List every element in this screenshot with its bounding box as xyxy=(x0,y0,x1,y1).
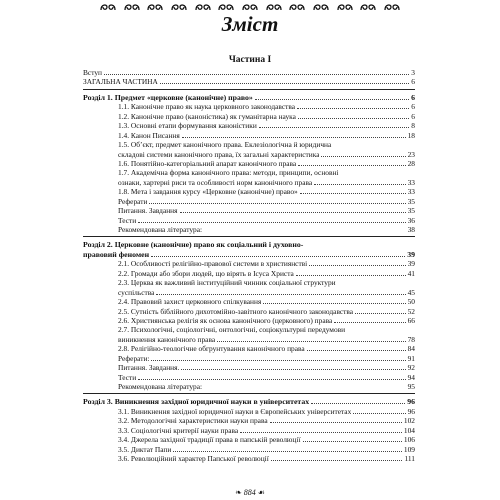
toc-entry[interactable] xyxy=(83,407,415,416)
dot-leader xyxy=(138,373,405,380)
toc-section-continuation xyxy=(83,250,415,259)
scroll-ornament-icon xyxy=(171,2,187,12)
scroll-ornament-icon xyxy=(289,2,305,12)
toc-entry-essays[interactable] xyxy=(83,197,415,206)
left-flourish-icon: ❧ xyxy=(235,488,242,497)
toc-entry[interactable] xyxy=(83,307,415,316)
dot-leader xyxy=(303,435,402,442)
dot-leader xyxy=(204,226,406,232)
toc-page-number: 45 xyxy=(407,287,415,297)
toc-entry[interactable] xyxy=(83,445,415,454)
toc-entry-text: 1.6. Понятійно-категоріальний апарат канонічного права xyxy=(118,158,297,168)
toc-entry-text: 2.4. Правовий захист церковного спілкування xyxy=(118,297,262,307)
scroll-ornament-icon xyxy=(124,2,140,12)
toc-entry[interactable] xyxy=(83,121,415,130)
toc-entry[interactable] xyxy=(83,269,415,278)
toc-entry-text: Питання. Завдання. xyxy=(118,363,180,373)
toc-entry-tests[interactable] xyxy=(83,373,415,382)
toc-entry[interactable] xyxy=(83,454,415,463)
toc-page-number: 3 xyxy=(411,68,415,77)
toc-section-3[interactable] xyxy=(83,397,415,406)
toc-entry-text: 2.6. Християнська релігія як основа канонічного (церковного) права xyxy=(118,315,333,325)
toc-entry[interactable] xyxy=(83,426,415,435)
toc-page-number: 38 xyxy=(407,225,415,234)
toc-entry[interactable] xyxy=(83,168,415,187)
toc-page-number: 96 xyxy=(407,397,415,407)
toc-page-number: 6 xyxy=(411,111,415,121)
toc-section-title: Розділ 2. Церковне (канонічне) право як соціальний і духовно- xyxy=(83,240,304,250)
toc-entry-text: 3.5. Диктат Папи xyxy=(118,444,172,454)
toc-entry-text: складові системи канонічного права, їх загальні характеристика xyxy=(118,149,320,159)
toc-entry-text: Вступ xyxy=(83,68,102,77)
scroll-ornament-icon xyxy=(360,2,376,12)
toc-page-number: 78 xyxy=(407,334,415,344)
dot-leader xyxy=(180,206,406,213)
toc-entry-text: ЗАГАЛЬНА ЧАСТИНА xyxy=(83,77,158,87)
toc-entry[interactable] xyxy=(83,416,415,425)
toc-page-number: 66 xyxy=(407,315,415,325)
toc-page-number: 41 xyxy=(407,268,415,278)
toc-page-number: 39 xyxy=(407,259,415,269)
toc-entry-text: Рекомендована література: xyxy=(118,225,203,234)
dot-leader xyxy=(296,269,406,276)
toc-entry-text: 2.2. Громади або збори людей, що вірять в Ісуса Христа xyxy=(118,268,294,278)
toc-entry-text: 2.7. Психологічні, соціологічні, онтологічні, соціокультурні передумови xyxy=(118,325,346,335)
toc-entry-text: 2.5. Сутність біблійного дихотомійно-завітного канонічного законодавства xyxy=(118,306,354,316)
dot-leader xyxy=(300,187,406,194)
toc-page-number: 102 xyxy=(403,416,415,426)
toc-page-number: 6 xyxy=(411,77,415,87)
dot-leader xyxy=(298,159,405,166)
toc-entry-text: 1.8. Мета і завдання курсу «Церковне (канонічне) право» xyxy=(118,187,298,197)
scroll-ornament-icon xyxy=(195,2,211,12)
toc-page-number: 28 xyxy=(407,158,415,168)
section-divider xyxy=(83,89,415,90)
toc-entry-text: 2.3. Церква як важливий інституційний чинник соціальної структури xyxy=(118,278,336,288)
toc-entry[interactable] xyxy=(83,159,415,168)
toc-page-number: 104 xyxy=(403,425,415,435)
toc-entry-text: виникнення канонічного права xyxy=(118,334,216,344)
toc-entry[interactable] xyxy=(83,112,415,121)
toc-entry-intro[interactable] xyxy=(83,68,415,77)
toc-entry-text: Рекомендована література: xyxy=(118,382,203,391)
toc-entry[interactable] xyxy=(83,140,415,159)
dot-leader xyxy=(259,121,410,128)
toc-entry-text: 1.4. Канон Писання xyxy=(118,130,180,140)
toc-entry-text: 1.2. Канонічне право (каноністика) як гуманітарна наука xyxy=(118,111,296,121)
toc-entry-text: 1.1. Канонічне право як наука церковного законодавства xyxy=(118,102,296,112)
dot-leader xyxy=(181,363,405,370)
toc-entry-text: 3.6. Революційний характер Папської революції xyxy=(118,454,269,464)
scroll-ornament-icon xyxy=(147,2,163,12)
toc-entry[interactable] xyxy=(83,344,415,353)
dot-leader xyxy=(160,77,409,84)
toc-entry-continuation xyxy=(118,150,415,159)
toc-section-1[interactable] xyxy=(83,93,415,102)
toc-section-title: Розділ 1. Предмет «церковне (канонічне) право» xyxy=(83,92,253,102)
scroll-ornament-icon xyxy=(100,2,116,12)
toc-entry-text: Реферати xyxy=(118,196,148,206)
toc-page-number: 96 xyxy=(407,406,415,416)
toc-page-number: 36 xyxy=(407,215,415,225)
table-of-contents xyxy=(83,68,415,464)
toc-page-number: 39 xyxy=(407,249,415,259)
page-number: 884 xyxy=(243,488,256,497)
page-footer xyxy=(0,488,500,497)
toc-entry-text: 2.1. Особливості релігійно-правової системи в християнстві xyxy=(118,259,308,269)
dot-leader xyxy=(314,178,405,185)
scroll-ornament-icon xyxy=(218,2,234,12)
toc-entry-text: Тести xyxy=(118,372,137,382)
dot-leader xyxy=(271,454,403,461)
dot-leader xyxy=(297,102,409,109)
toc-entry-questions[interactable] xyxy=(83,363,415,372)
toc-entry-literature[interactable] xyxy=(83,225,415,234)
toc-entry[interactable] xyxy=(83,102,415,111)
toc-page-number: 33 xyxy=(407,187,415,197)
dot-leader xyxy=(217,335,405,342)
toc-entry-text: 1.3. Основні етапи формування каноністики xyxy=(118,121,257,131)
dot-leader xyxy=(355,307,406,314)
toc-entry-questions[interactable] xyxy=(83,206,415,215)
dot-leader xyxy=(311,397,405,404)
toc-entry-text: суспільства xyxy=(118,287,155,297)
scroll-ornament-icon xyxy=(337,2,353,12)
toc-entry-text: Тести xyxy=(118,215,137,225)
toc-entry-text: 3.1. Виникнення західної юридичної науки в Європейських університетах xyxy=(118,406,352,416)
toc-entry-essays[interactable] xyxy=(83,354,415,363)
toc-page-number: 23 xyxy=(407,149,415,159)
toc-page-number: 50 xyxy=(407,297,415,307)
dot-leader xyxy=(151,250,405,257)
toc-entry-text: 3.3. Соціологічні критерії науки права xyxy=(118,425,239,435)
dot-leader xyxy=(298,112,409,119)
toc-entry-general[interactable] xyxy=(83,77,415,86)
toc-page-number: 52 xyxy=(407,306,415,316)
toc-entry[interactable] xyxy=(83,316,415,325)
toc-page-number: 94 xyxy=(407,372,415,382)
toc-page-number: 18 xyxy=(407,130,415,140)
dot-leader xyxy=(104,68,409,75)
toc-page-number: 91 xyxy=(407,353,415,363)
toc-entry-continuation xyxy=(118,178,415,187)
toc-entry-literature[interactable] xyxy=(83,382,415,391)
dot-leader xyxy=(204,383,406,389)
dot-leader xyxy=(263,297,405,304)
toc-section-title: Розділ 3. Виникнення західної юридичної науки в університетах xyxy=(83,397,310,407)
toc-page-number: 95 xyxy=(407,382,415,391)
toc-entry[interactable] xyxy=(83,131,415,140)
dot-leader xyxy=(156,288,405,295)
toc-entry-text: 1.5. Об’єкт, предмет канонічного права. Еклезіологічна й юридична xyxy=(118,140,332,150)
part-title: Частина І xyxy=(228,55,272,65)
dot-leader xyxy=(255,93,409,100)
toc-entry-text: ознаки, хартерні риси та особливості норм канонічного права xyxy=(118,177,313,187)
dot-leader xyxy=(270,416,402,423)
scroll-ornament-icon xyxy=(242,2,258,12)
toc-page-number: 109 xyxy=(403,444,415,454)
toc-entry[interactable] xyxy=(83,435,415,444)
toc-entry[interactable] xyxy=(83,297,415,306)
toc-entry-continuation xyxy=(118,288,415,297)
toc-entry[interactable] xyxy=(83,259,415,268)
toc-page-number: 106 xyxy=(403,435,415,445)
dot-leader xyxy=(321,150,405,157)
toc-entry-tests[interactable] xyxy=(83,216,415,225)
dot-leader xyxy=(138,216,405,223)
dot-leader xyxy=(151,354,405,361)
toc-page-number: 35 xyxy=(407,196,415,206)
dot-leader xyxy=(334,316,405,323)
toc-page-number: 35 xyxy=(407,206,415,216)
toc-page-number: 6 xyxy=(411,92,415,102)
toc-entry[interactable] xyxy=(83,325,415,344)
dot-leader xyxy=(240,426,402,433)
toc-entry-text: 2.8. Релігійно-теологічне обгрунтування канонічного права xyxy=(118,344,305,354)
toc-entry-text: 1.7. Академічна форма канонічного права: методи, принципи, основні xyxy=(118,168,339,178)
toc-entry[interactable] xyxy=(83,187,415,196)
toc-entry-text: Питання. Завдання xyxy=(118,206,178,216)
toc-entry-text: 3.2. Методологічні характеристики науки права xyxy=(118,416,268,426)
toc-entry[interactable] xyxy=(83,278,415,297)
toc-page-number: 8 xyxy=(411,121,415,131)
dot-leader xyxy=(353,407,405,414)
dot-leader xyxy=(309,259,405,266)
toc-entry-text: 3.4. Джерела західної традиції права в папській революції xyxy=(118,435,301,445)
toc-page-number: 111 xyxy=(404,454,415,464)
scroll-ornament-icon xyxy=(313,2,329,12)
dot-leader xyxy=(149,197,405,204)
dot-leader xyxy=(182,131,406,138)
dot-leader xyxy=(307,344,406,351)
toc-entry-text: Реферати: xyxy=(118,353,150,363)
scroll-ornament-icon xyxy=(384,2,400,12)
toc-page-number: 6 xyxy=(411,102,415,112)
section-divider xyxy=(83,236,415,237)
page-title: Зміст xyxy=(221,12,279,36)
scroll-ornament-icon xyxy=(266,2,282,12)
toc-entry-continuation xyxy=(118,335,415,344)
toc-section-title: правовий феномен xyxy=(83,249,150,259)
dot-leader xyxy=(173,445,402,452)
toc-page-number: 84 xyxy=(407,344,415,354)
section-divider xyxy=(83,393,415,394)
toc-section-2[interactable] xyxy=(83,240,415,259)
right-flourish-icon: ☙ xyxy=(257,488,265,497)
toc-page-number: 33 xyxy=(407,177,415,187)
toc-page-number: 92 xyxy=(407,363,415,373)
